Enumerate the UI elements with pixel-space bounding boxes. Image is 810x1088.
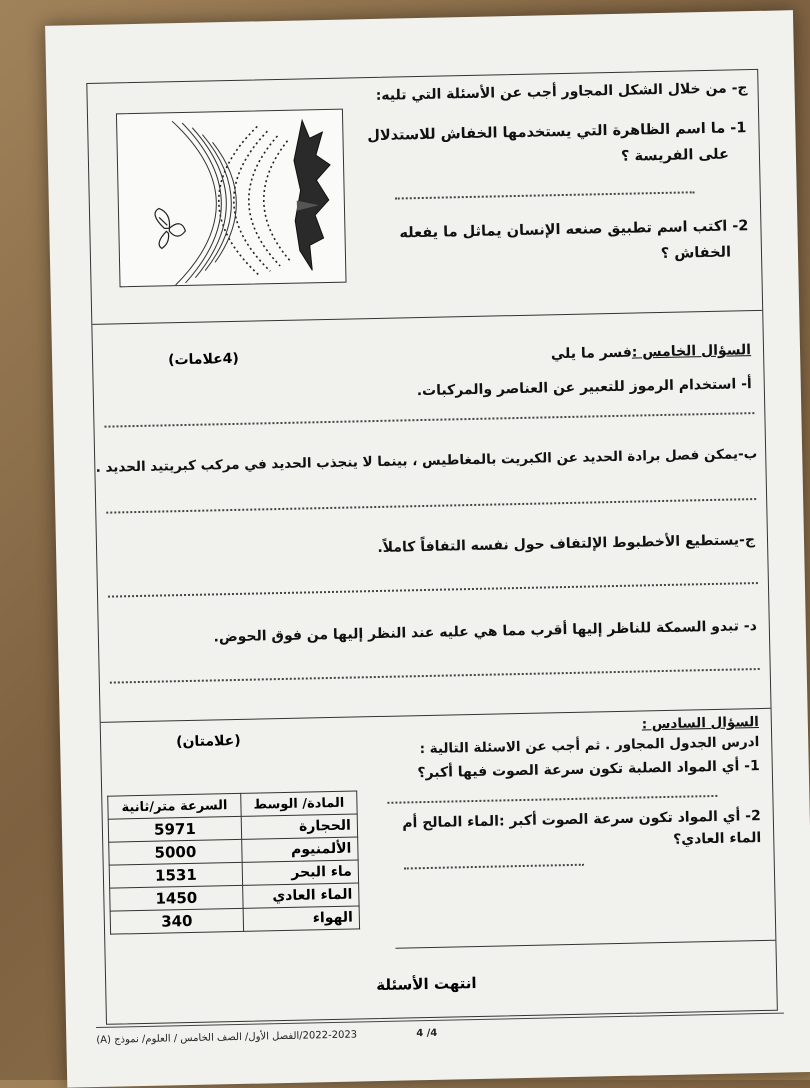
table-cell-speed: 1450: [110, 885, 243, 911]
moth-icon: [155, 208, 186, 249]
answer-line[interactable]: [395, 191, 695, 199]
question-c-1-line1: 1- ما اسم الظاهرة التي يستخدمها الخفاش للاستدلال: [367, 120, 747, 145]
question-5-item-d: د- تبدو السمكة للناظر إليها أقرب مما هي عليه عند النظر إليها من فوق الحوض.: [213, 618, 757, 646]
question-5-title: السؤال الخامس :: [631, 342, 752, 361]
answer-line[interactable]: [110, 668, 760, 684]
question-6-marks: (علامتان): [175, 732, 241, 751]
question-c-intro: ج- من خلال الشكل المجاور أجب عن الأسئلة التي تليه:: [375, 80, 748, 104]
question-6-q2-line1: 2- أي المواد تكون سرعة الصوت أكبر :الماء المالح أم: [402, 808, 761, 832]
answer-line[interactable]: [106, 498, 756, 514]
table-cell-material: الماء العادي: [243, 883, 359, 908]
answer-line[interactable]: [108, 582, 758, 598]
question-6-q2-line2: الماء العادي؟: [673, 830, 762, 848]
exam-paper: [45, 10, 810, 1087]
question-6-q1: 1- أي المواد الصلبة تكون سرعة الصوت فيها أكبر؟: [417, 758, 760, 782]
table-cell-material: ماء البحر: [242, 860, 358, 885]
table-cell-speed: 5971: [108, 816, 241, 842]
exam-frame: [86, 69, 778, 1025]
section-divider: [92, 310, 762, 325]
table-cell-material: الهواء: [243, 906, 359, 931]
table-header-material: المادة/ الوسط: [241, 791, 357, 816]
question-5-instruction: فسر ما يلي: [550, 344, 632, 363]
question-5-marks: (4علامات): [167, 350, 240, 369]
table-cell-speed: 1531: [109, 862, 242, 888]
sound-speed-table: [107, 790, 360, 934]
table-cell-material: الألمنيوم: [242, 837, 358, 862]
table-cell-speed: 5000: [109, 839, 242, 865]
section-divider: [395, 940, 775, 949]
bat-and-moth-illustration: [117, 110, 346, 287]
table-row: [110, 906, 359, 934]
question-c-2-line1: 2- اكتب اسم تطبيق صنعه الإنسان يماثل ما يفعله: [399, 218, 749, 242]
question-c-1-line2: على الفريسة ؟: [620, 146, 730, 165]
question-6-title: السؤال السادس :: [641, 714, 759, 733]
footer-info: 2022-2023/الفصل الأول/ الصف الخامس / العلوم/ نموذج (A): [96, 1029, 358, 1046]
question-5-item-a: أ- استخدام الرموز للتعبير عن العناصر والمركبات.: [416, 376, 752, 400]
question-5-item-c: ج-يستطيع الأخطبوط الإلتفاف حول نفسه التفافاً كاملاً.: [377, 532, 756, 556]
table-cell-speed: 340: [110, 908, 243, 934]
question-c-2-line2: الخفاش ؟: [660, 244, 732, 262]
answer-line[interactable]: [104, 412, 754, 428]
question-5-header: [551, 342, 751, 362]
table-header-speed: السرعة متر/ثانية: [108, 793, 241, 819]
table-cell-material: الحجارة: [241, 814, 357, 839]
answer-line[interactable]: [404, 864, 584, 870]
bat-echolocation-figure: [116, 109, 347, 288]
page-number: 4 /4: [416, 1027, 438, 1040]
bat-icon: [293, 120, 332, 271]
end-of-questions: انتهت الأسئلة: [376, 974, 477, 995]
question-6-intro: ادرس الجدول المجاور . ثم أجب عن الاسئلة التالية :: [419, 734, 760, 758]
answer-line[interactable]: [387, 795, 717, 804]
question-5-item-b: ب-يمكن فصل برادة الحديد عن الكبريت بالمغاطيس ، بينما لا ينجذب الحديد في مركب كبريتيد الحديد .: [95, 446, 758, 476]
